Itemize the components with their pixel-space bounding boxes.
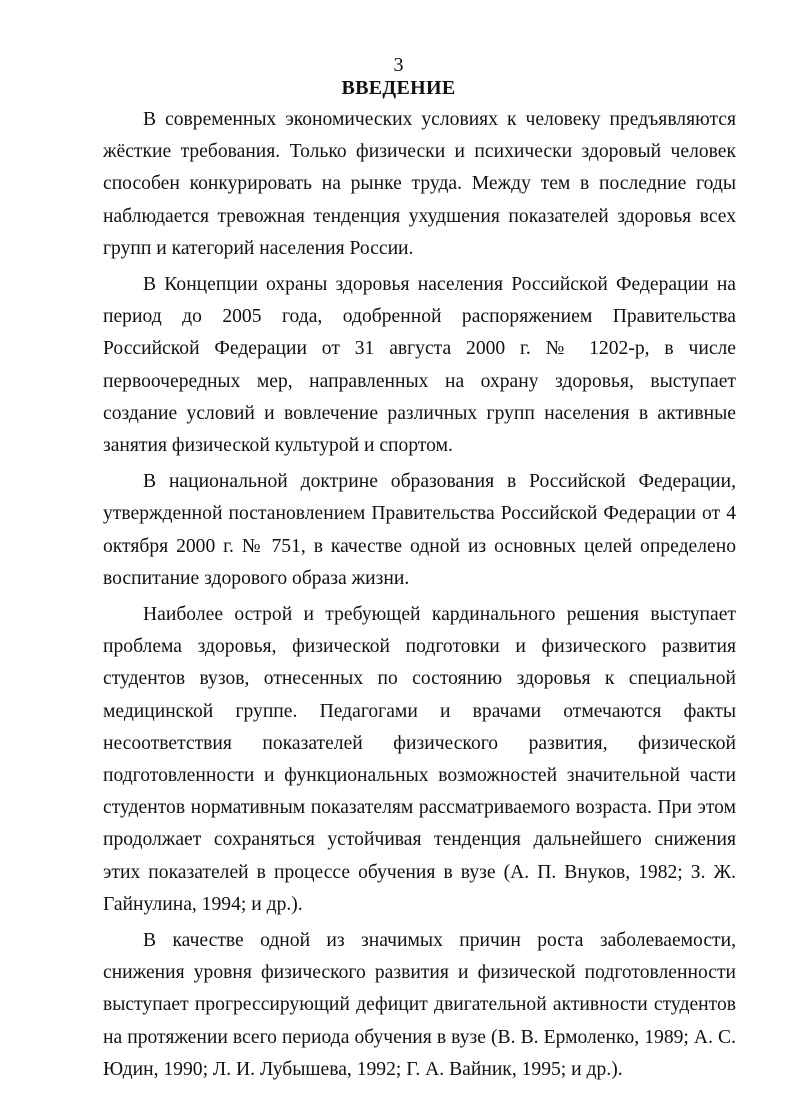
paragraph-health-concept: В Концепции охраны здоровья населения Российской Федерации на период до 2005 года, одобренной распоряжением Правительства Российской Федерации от 31 августа 2000 г. № 1202-р, в числе первоочередных мер, направленных на охрану здоровья, выступает создание условий и вовлечение различных групп населения в активные занятия физической культурой и спортом.: [103, 274, 736, 457]
paragraph-student-health-problem: Наиболее острой и требующей кардинального решения выступает проблема здоровья, физической подготовки и физического развития студентов вузов, отнесенных по состоянию здоровья к специальной медицинской группе. Педагогами и врачами отмечаются факты несоответствия показателей физического развития, физической подготовленности и функциональных возможностей значительной части студентов нормативным показателям рассматриваемого возраста. При этом продолжает сохраняться устойчивая тенденция дальнейшего снижения этих показателей в процессе обучения в вузе (А. П. Внуков, 1982; З. Ж. Гайнулина, 1994; и др.).: [103, 604, 736, 915]
body-text: [103, 104, 736, 1090]
page-number: 3: [393, 54, 404, 76]
paragraph-intro: В современных экономических условиях к человеку предъявляются жёсткие требования. Только физически и психически здоровый человек способен конкурировать на рынке труда. Между тем в последние годы наблюдается тревожная тенденция ухудшения показателей здоровья всех групп и категорий населения России.: [103, 109, 736, 259]
paragraph-motor-activity-deficit: В качестве одной из значимых причин роста заболеваемости, снижения уровня физического развития и физической подготовленности выступает прогрессирующий дефицит двигательной активности студентов на протяжении всего периода обучения в вузе (В. В. Ермоленко, 1989; А. С. Юдин, 1990; Л. И. Лубышева, 1992; Г. А. Вайник, 1995; и др.).: [103, 930, 736, 1080]
paragraph-education-doctrine: В национальной доктрине образования в Российской Федерации, утвержденной постановлением Правительства Российской Федерации от 4 октября 2000 г. № 751, в качестве одной из основных целей определено воспитание здорового образа жизни.: [103, 471, 736, 589]
section-heading: ВВЕДЕНИЕ: [341, 77, 456, 99]
